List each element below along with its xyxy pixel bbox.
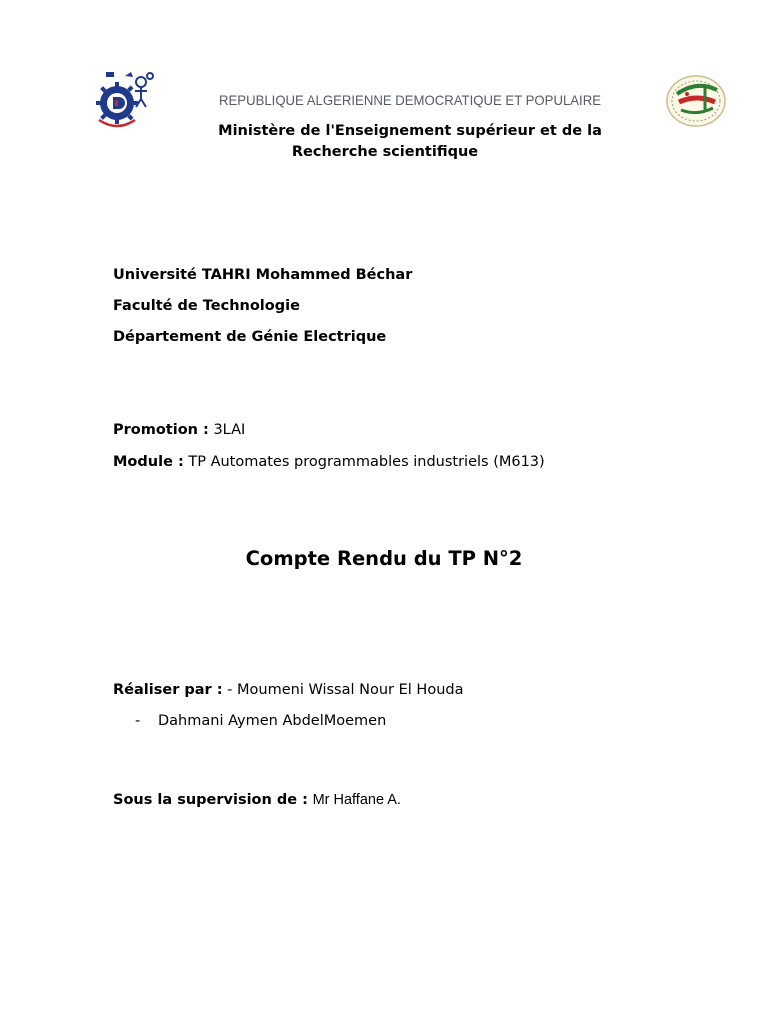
supervisor-name: Mr Haffane A. [312, 792, 401, 808]
ministry-heading [190, 121, 630, 163]
ministry-line-1: Ministère de l'Enseignement supérieur et de la [218, 123, 602, 139]
author-second-item [135, 713, 386, 729]
university-gear-logo-icon [95, 70, 157, 130]
department-name: Département de Génie Electrique [113, 329, 387, 345]
ministry-line-2: Recherche scientifique [291, 144, 479, 160]
faculty-name: Faculté de Technologie [113, 298, 300, 314]
promotion-label: Promotion : [113, 422, 209, 438]
promotion-value: 3LAI [213, 422, 246, 438]
module-line [113, 454, 545, 470]
university-name: Université TAHRI Mohammed Béchar [113, 267, 413, 283]
promotion-line [113, 422, 245, 438]
author-second: Dahmani Aymen AbdelMoemen [158, 713, 387, 729]
supervision-line [113, 792, 401, 808]
university-emblem-logo-icon [665, 74, 727, 128]
authors-line [113, 682, 463, 698]
report-title: Compte Rendu du TP N°2 [245, 547, 523, 570]
republic-heading: REPUBLIQUE ALGERIENNE DEMOCRATIQUE ET POPULAIRE [219, 92, 601, 108]
author-first: - Moumeni Wissal Nour El Houda [227, 682, 464, 698]
module-value: TP Automates programmables industriels (M613) [188, 454, 545, 470]
authors-label: Réaliser par : [113, 682, 223, 698]
module-label: Module : [113, 454, 184, 470]
supervision-label: Sous la supervision de : [113, 792, 308, 808]
list-dash: - [135, 713, 141, 729]
